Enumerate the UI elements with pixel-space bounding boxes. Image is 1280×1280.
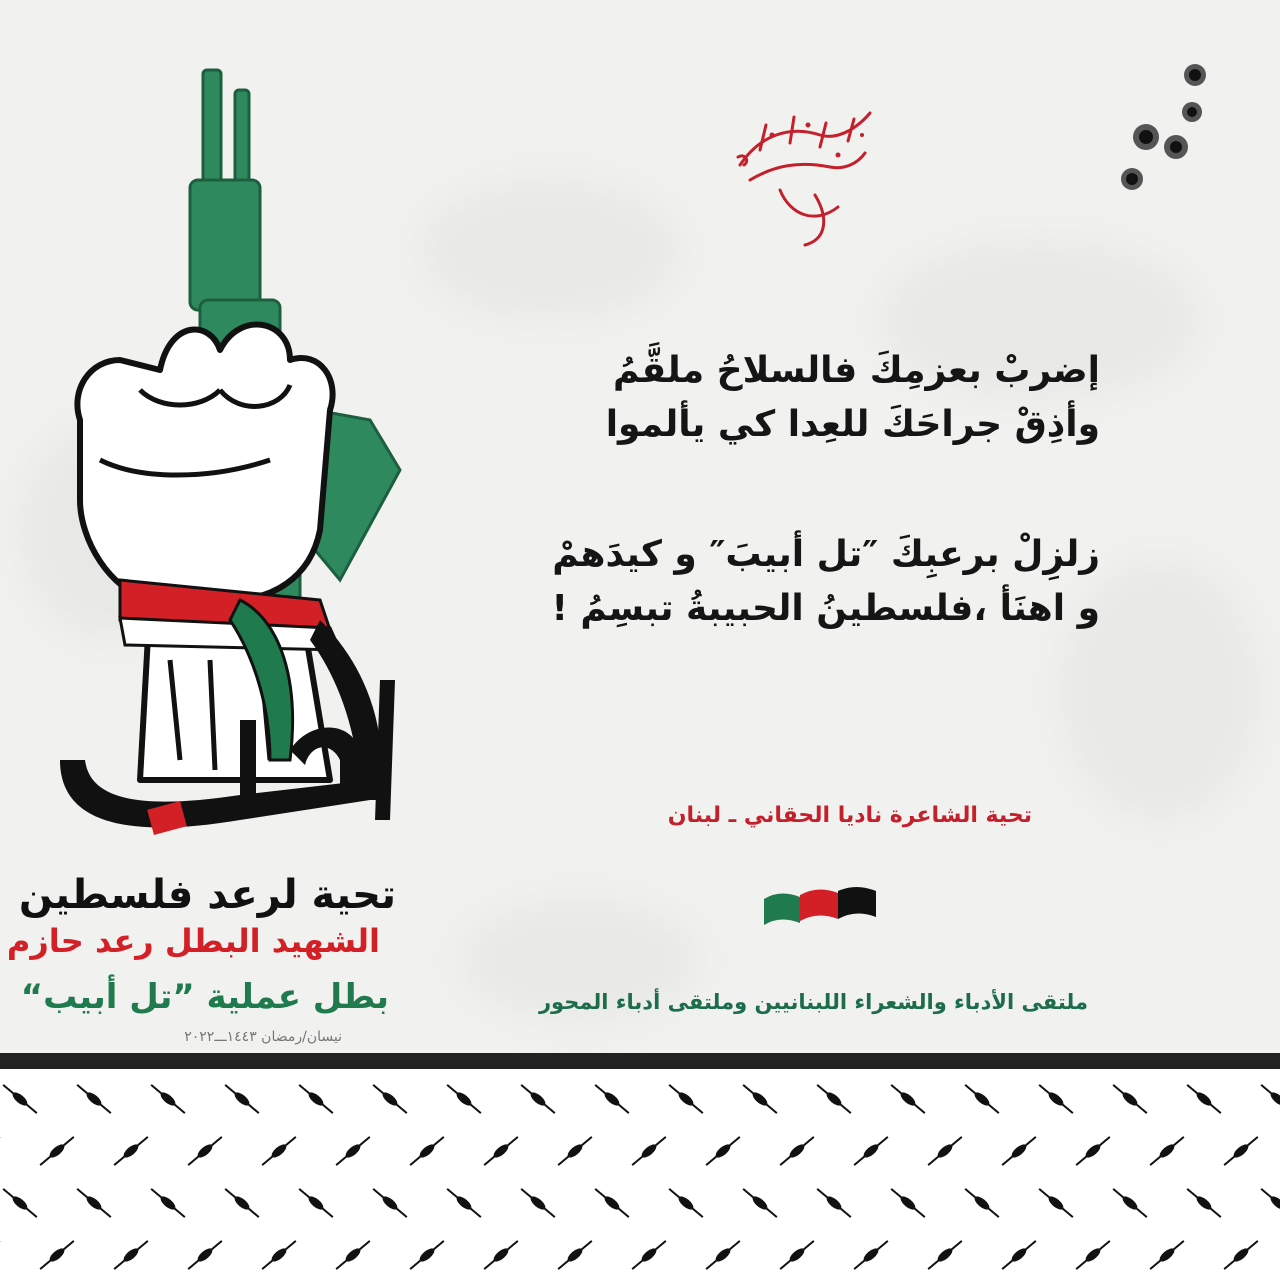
pattern-mark (778, 1134, 817, 1168)
pattern-mark (112, 1134, 151, 1168)
pattern-mark (556, 1238, 595, 1272)
poem (551, 344, 1100, 636)
pattern-mark (1148, 1238, 1187, 1272)
pattern-mark (741, 1082, 780, 1116)
pattern-mark (519, 1082, 558, 1116)
pattern-mark (630, 1238, 669, 1272)
pattern-mark (0, 1134, 2, 1168)
pattern-mark (334, 1238, 373, 1272)
pattern-mark (445, 1186, 484, 1220)
bismillah-calligraphy (720, 95, 880, 255)
pattern-mark (38, 1134, 77, 1168)
pattern-mark (778, 1238, 817, 1272)
pattern-mark (186, 1238, 225, 1272)
background-texture (420, 180, 680, 320)
pattern-mark (112, 1238, 151, 1272)
pattern-mark (223, 1186, 262, 1220)
pattern-mark (408, 1134, 447, 1168)
pattern-mark (297, 1186, 336, 1220)
pattern-mark (371, 1082, 410, 1116)
pattern-mark (1037, 1082, 1076, 1116)
pattern-mark (1, 1082, 40, 1116)
pattern-mark (75, 1186, 114, 1220)
pattern-mark (926, 1134, 965, 1168)
pattern-mark (1074, 1134, 1113, 1168)
bullet-holes-icon (1110, 55, 1220, 200)
pattern-mark (704, 1238, 743, 1272)
keffiyeh-pattern (0, 1073, 1280, 1280)
organizer-text: ملتقى الأدباء والشعراء اللبنانيين وملتقى أدباء المحور (538, 990, 1088, 1014)
pattern-mark (1000, 1134, 1039, 1168)
pattern-mark (704, 1134, 743, 1168)
pattern-mark (852, 1238, 891, 1272)
pattern-mark (630, 1134, 669, 1168)
pattern-mark (260, 1134, 299, 1168)
pattern-mark (408, 1238, 447, 1272)
pattern-mark (593, 1082, 632, 1116)
pattern-mark (1074, 1238, 1113, 1272)
pattern-mark (371, 1186, 410, 1220)
pattern-mark (482, 1238, 521, 1272)
pattern-mark (815, 1186, 854, 1220)
pattern-mark (1222, 1238, 1261, 1272)
pattern-mark (1037, 1186, 1076, 1220)
keffiyeh-pattern-svg (0, 1073, 1280, 1280)
pattern-mark (889, 1082, 928, 1116)
pattern-mark (223, 1082, 262, 1116)
pattern-mark (75, 1082, 114, 1116)
pattern-mark (149, 1082, 188, 1116)
pattern-mark (852, 1134, 891, 1168)
flags-icon (760, 885, 880, 929)
pattern-mark (1185, 1082, 1224, 1116)
pattern-mark (1259, 1186, 1280, 1220)
pattern-mark (1111, 1082, 1150, 1116)
pattern-mark (667, 1082, 706, 1116)
pattern-mark (186, 1134, 225, 1168)
divider (0, 1053, 1280, 1069)
poem-line: و اهنَأ ،فلسطينُ الحبيبةُ تبسِمُ ! (551, 588, 1100, 629)
pattern-mark (741, 1186, 780, 1220)
pattern-mark (482, 1134, 521, 1168)
pattern-mark (297, 1082, 336, 1116)
pattern-mark (260, 1238, 299, 1272)
martyr-name: الشهيد البطل رعد حازم (6, 922, 380, 960)
title-main: تحية لرعد فلسطين (18, 872, 396, 918)
poet-credit: تحية الشاعرة ناديا الحقاني ـ لبنان (667, 803, 1032, 828)
operation-title: بطل عملية ”تل أبيب“ (20, 977, 389, 1017)
poem-line: وأذِقْ جراحَكَ للعِدا كي يألموا (605, 404, 1100, 445)
poem-line: زلزِلْ برعبِكَ ″تل أبيبَ″ و كيدَهمْ (552, 534, 1100, 575)
pattern-mark (815, 1082, 854, 1116)
pattern-mark (445, 1082, 484, 1116)
pattern-mark (519, 1186, 558, 1220)
pattern-mark (1185, 1186, 1224, 1220)
pattern-mark (593, 1186, 632, 1220)
pattern-mark (0, 1238, 2, 1272)
pattern-mark (1000, 1238, 1039, 1272)
pattern-mark (667, 1186, 706, 1220)
pattern-mark (926, 1238, 965, 1272)
pattern-mark (1111, 1186, 1150, 1220)
pattern-mark (1222, 1134, 1261, 1168)
pattern-mark (38, 1238, 77, 1272)
pattern-mark (889, 1186, 928, 1220)
poem-line: إضربْ بعزمِكَ فالسلاحُ ملقَّمُ (613, 350, 1100, 391)
pattern-mark (963, 1186, 1002, 1220)
pattern-mark (334, 1134, 373, 1168)
pattern-mark (963, 1082, 1002, 1116)
pattern-mark (556, 1134, 595, 1168)
pattern-mark (1, 1186, 40, 1220)
date-label: نيسان/رمضان ١٤٤٣ـــ٢٠٢٢ (184, 1029, 342, 1045)
pattern-mark (149, 1186, 188, 1220)
pattern-mark (1259, 1082, 1280, 1116)
pattern-mark (1148, 1134, 1187, 1168)
fist-rifle-illustration (40, 60, 440, 860)
